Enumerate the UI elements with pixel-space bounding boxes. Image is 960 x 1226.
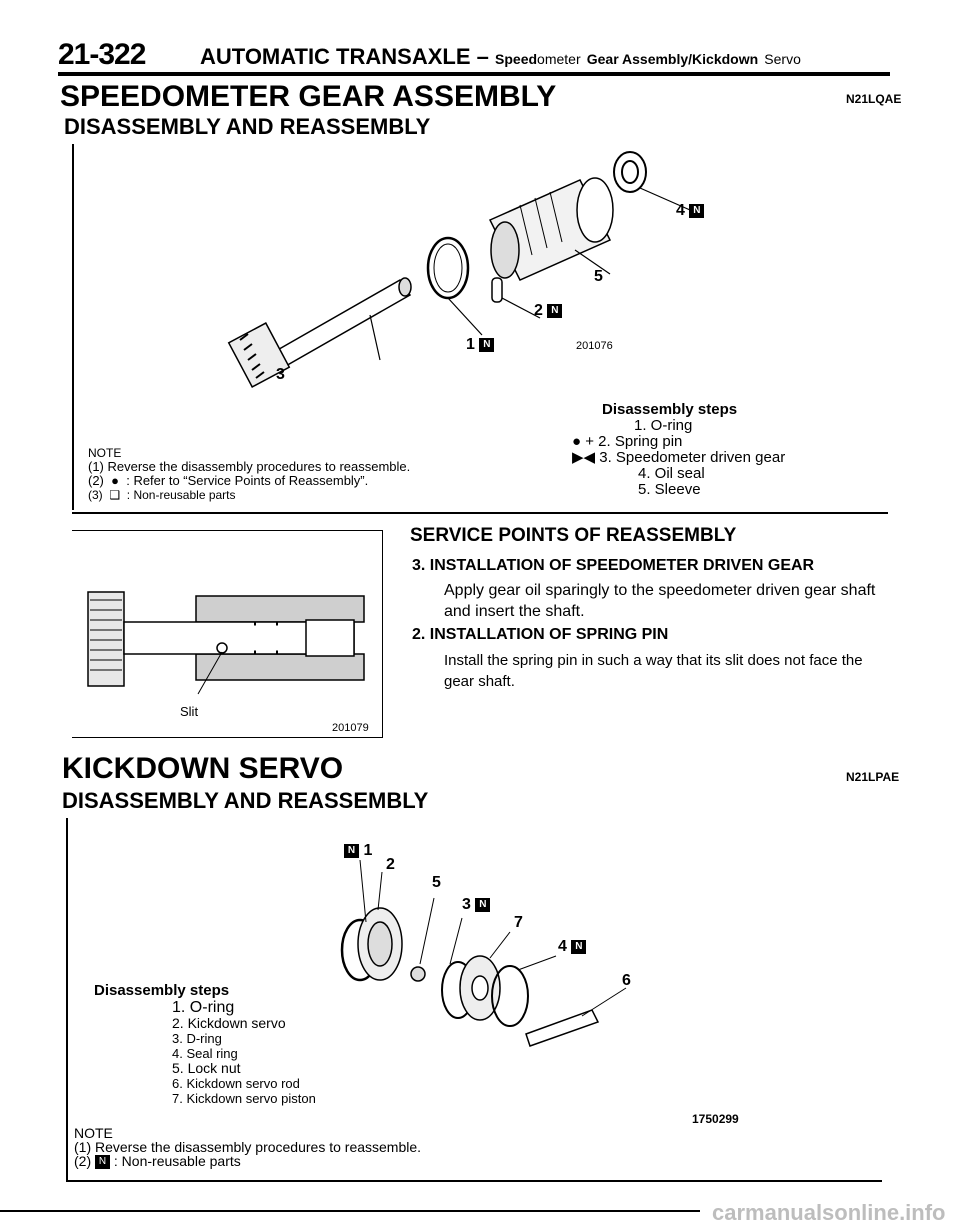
speedometer-frame-left [72,144,74,510]
speedometer-subtitle: DISASSEMBLY AND REASSEMBLY [64,114,431,139]
header-sub-bold-1: Speed [495,51,538,67]
kickdown-note-line-1: (1) Reverse the disassembly procedures to reassemble. [74,1139,422,1155]
step-item: ▶◀ 3. Speedometer driven gear [572,449,786,466]
kickdown-step-item: 4. Seal ring [172,1046,238,1061]
service-point-3-text: Apply gear oil sparingly to the speedometer driven gear shaft and insert the shaft. [444,582,876,620]
kickdown-callout-7: 7 [514,914,523,931]
step-item: 5. Sleeve [638,481,701,498]
step-item: 1. O-ring [634,417,693,434]
note-line-1: (1) Reverse the disassembly procedures to reassemble. [88,459,411,474]
page-header-title [200,44,801,70]
servo-rod-part [526,1010,598,1046]
kickdown-step-item: 2. Kickdown servo [172,1015,286,1031]
kickdown-callout-4: 4 N [558,938,586,956]
header-sub-1: ometer [537,51,581,67]
kickdown-callout-3: 3 N [462,896,490,914]
kickdown-frame-left [66,818,68,1180]
speedo-callout-1: 1 N [466,336,494,354]
speedometer-code: N21LQAE [846,92,902,106]
service-point-3-title: 3. INSTALLATION OF SPEEDOMETER DRIVEN GEAR [412,557,815,574]
lock-nut-part [411,967,425,981]
note-line-2: (2) ● : Refer to “Service Points of Reassembly”. [88,473,369,488]
speedo-callout-2: 2 N [534,302,562,320]
spring-pin-part [492,278,502,302]
kickdown-step-item: 6. Kickdown servo rod [172,1076,300,1091]
kickdown-exploded-drawing [330,860,650,1060]
header-title-dash: – [476,44,489,69]
speedometer-steps [572,401,786,498]
header-sub-2: Servo [764,51,801,67]
kickdown-code: N21LPAE [846,770,900,784]
service-figure-code: 201079 [332,722,369,734]
kickdown-step-item: 7. Kickdown servo piston [172,1091,316,1106]
watermark: carmanualsonline.info [712,1200,946,1225]
step-item: 4. Oil seal [638,465,705,482]
kickdown-note-line-2: (2) N : Non-reusable parts [74,1153,241,1169]
speedometer-exploded-drawing [220,150,740,390]
header-rule [58,72,890,76]
kickdown-note [74,1126,421,1169]
header-title-main: AUTOMATIC TRANSAXLE [200,44,471,69]
service-point-2-text: Install the spring pin in such a way that its slit does not face the gear shaft. [444,652,863,690]
kickdown-callout-2: 2 [386,856,395,873]
steps-title: Disassembly steps [602,401,738,418]
header-sub-bold-2: Gear Assembly/Kickdown [586,51,759,67]
kickdown-step-item: 1. O-ring [172,999,235,1016]
footer-rule [0,1210,700,1212]
kickdown-callout-6: 6 [622,972,631,989]
service-points-title: SERVICE POINTS OF REASSEMBLY [410,525,737,546]
kickdown-step-item: 5. Lock nut [172,1060,241,1076]
step-item: ● + 2. Spring pin [572,433,683,450]
kickdown-step-item: 3. D-ring [172,1031,222,1046]
speedometer-title: SPEEDOMETER GEAR ASSEMBLY [60,80,557,113]
kickdown-steps-title: Disassembly steps [94,982,230,999]
sleeve-part [490,178,613,280]
kickdown-frame-bottom [66,1180,882,1182]
kickdown-subtitle: DISASSEMBLY AND REASSEMBLY [62,788,429,813]
kickdown-figure-code: 1750299 [692,1112,739,1126]
kickdown-steps [94,982,316,1106]
note-line-3: (3) ❑ : Non-reusable parts [88,488,236,502]
kickdown-title: KICKDOWN SERVO [62,752,344,785]
note-label: NOTE [88,446,122,460]
driven-gear-shaft [229,278,411,387]
kickdown-callout-1: N 1 [344,842,372,860]
slit-label: Slit [180,704,199,719]
speedometer-frame-bottom [72,512,888,514]
kickdown-note-label: NOTE [74,1125,113,1141]
speedo-figure-code: 201076 [576,340,613,352]
kickdown-callout-5: 5 [432,874,441,891]
service-section-drawing [86,574,376,694]
service-point-2-title: 2. INSTALLATION OF SPRING PIN [412,626,669,643]
speedo-callout-5: 5 [594,268,603,285]
oil-seal-part [614,152,646,192]
speedo-callout-3: 3 [276,366,285,383]
page-number: 21-322 [58,38,146,71]
speedo-callout-4: 4 N [676,202,704,220]
speedometer-note [88,446,410,502]
